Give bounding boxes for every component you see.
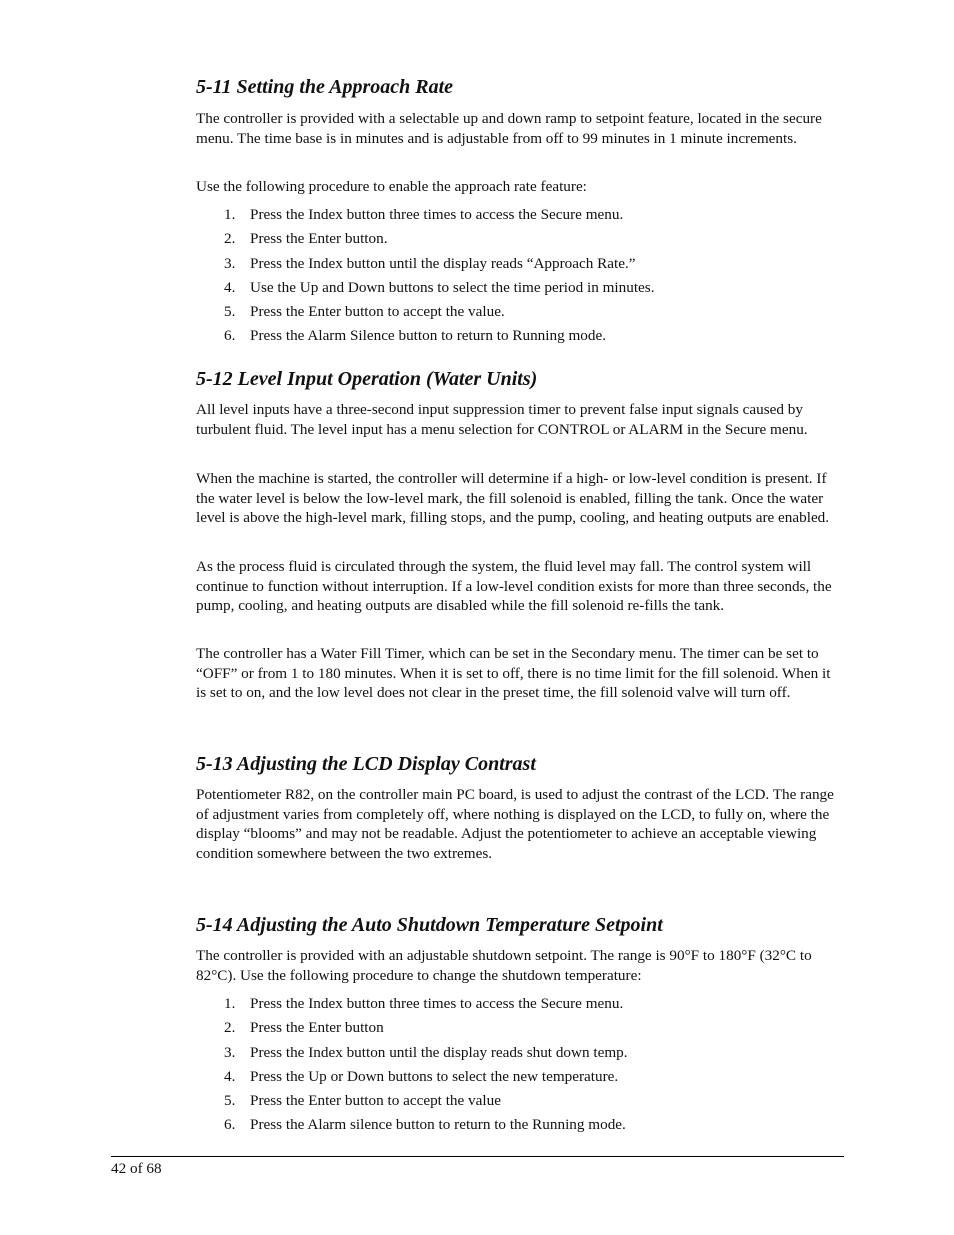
list-item — [196, 324, 840, 348]
section-heading-5-12: 5-12 Level Input Operation (Water Units) — [196, 368, 538, 390]
procedure-list-5-14 — [196, 992, 840, 1138]
paragraph: Use the following procedure to enable the approach rate feature: — [196, 178, 587, 195]
section-heading-5-14: 5-14 Adjusting the Auto Shutdown Temperature Setpoint — [196, 914, 663, 936]
step-text: Press the Index button three times to access the Secure menu. — [250, 995, 624, 1012]
step-text: Press the Index button until the display reads shut down temp. — [250, 1043, 628, 1061]
paragraph: The controller is provided with a selectable up and down ramp to setpoint feature, located in the secure menu. The time base is in minutes and is adjustable from off to 99 minutes in 1 minute increments. — [196, 110, 822, 147]
step-text: Press the Enter button. — [250, 230, 388, 248]
step-number: 4. — [224, 278, 236, 296]
step-number: 5. — [224, 303, 236, 321]
list-item — [196, 1089, 840, 1113]
step-number: 3. — [224, 1043, 236, 1061]
step-text: Use the Up and Down buttons to select the time period in minutes. — [250, 278, 655, 296]
list-item — [196, 992, 840, 1016]
step-number: 1. — [224, 206, 236, 223]
list-item — [196, 276, 840, 300]
step-number: 6. — [224, 327, 236, 345]
list-item — [196, 1065, 840, 1089]
step-text: Press the Up or Down buttons to select the new temperature. — [250, 1067, 619, 1085]
list-item — [196, 227, 840, 251]
paragraph: All level inputs have a three-second input suppression timer to prevent false input signals caused by turbulent fluid. The level input has a menu selection for CONTROL or ALARM in the Secure menu. — [196, 401, 808, 438]
list-item — [196, 300, 840, 324]
section-heading-5-11: 5-11 Setting the Approach Rate — [196, 76, 454, 98]
step-text: Press the Enter button to accept the value. — [250, 303, 505, 321]
paragraph: The controller has a Water Fill Timer, which can be set in the Secondary menu. The timer can be set to “OFF” or from 1 to 180 minutes. When it is set to off, there is no time limit for the fill solenoid. When it is set to on, and the low level does not clear in the preset time, the fill solenoid valve will turn off. — [196, 645, 831, 702]
section-heading-5-13: 5-13 Adjusting the LCD Display Contrast — [196, 753, 536, 775]
list-item — [196, 252, 840, 276]
step-number: 4. — [224, 1067, 236, 1085]
step-number: 5. — [224, 1092, 236, 1110]
list-item — [196, 1016, 840, 1040]
step-number: 6. — [224, 1116, 236, 1134]
step-number: 2. — [224, 1019, 236, 1037]
step-text: Press the Enter button — [250, 1019, 384, 1037]
step-number: 3. — [224, 254, 236, 272]
footer-divider — [111, 1156, 844, 1157]
paragraph: When the machine is started, the controller will determine if a high- or low-level condition is present. If the water level is below the low-level mark, the fill solenoid is enabled, filling the tank. Once the water level is above the high-level mark, filling stops, and the pump, cooling, and heating outputs are enabled. — [196, 470, 830, 527]
paragraph: Potentiometer R82, on the controller main PC board, is used to adjust the contrast of the LCD. The range of adjustment varies from completely off, where nothing is displayed on the LCD, to fully on, where the display “blooms” and may not be readable. Adjust the potentiometer to achieve an acceptable viewing condition somewhere between the two extremes. — [196, 786, 834, 863]
page-number: 42 of 68 — [111, 1160, 162, 1177]
step-text: Press the Enter button to accept the value — [250, 1092, 501, 1110]
step-text: Press the Index button until the display reads “Approach Rate.” — [250, 254, 636, 272]
paragraph: As the process fluid is circulated through the system, the fluid level may fall. The control system will continue to function without interruption. If a low-level condition exists for more than three seconds, the pump, cooling, and heating outputs are disabled while the fill solenoid re-fills the tank. — [196, 558, 832, 615]
step-number: 2. — [224, 230, 236, 248]
step-text: Press the Index button three times to access the Secure menu. — [250, 206, 624, 223]
step-text: Press the Alarm silence button to return to the Running mode. — [250, 1116, 626, 1134]
list-item — [196, 1113, 840, 1137]
step-text: Press the Alarm Silence button to return to Running mode. — [250, 327, 607, 345]
paragraph: The controller is provided with an adjustable shutdown setpoint. The range is 90°F to 180°F (32°C to 82°C). Use the following procedure to change the shutdown temperature: — [196, 947, 812, 984]
step-number: 1. — [224, 995, 236, 1012]
list-item — [196, 1041, 840, 1065]
list-item — [196, 203, 840, 227]
procedure-list-5-11 — [196, 203, 840, 349]
